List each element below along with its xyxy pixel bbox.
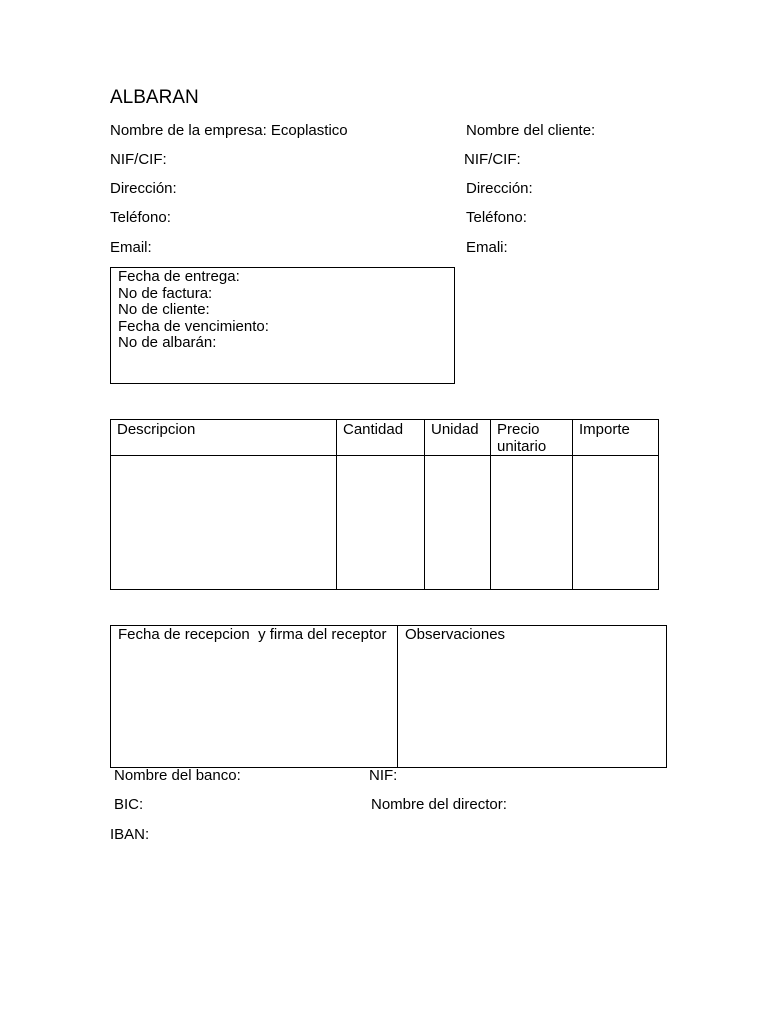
description-cell (111, 456, 337, 590)
client-address-label: Dirección: (466, 180, 533, 197)
col-header-quantity: Cantidad (337, 420, 425, 456)
col-header-description: Descripcion (111, 420, 337, 456)
client-name-label: Nombre del cliente: (466, 122, 596, 139)
client-phone-label: Teléfono: (466, 209, 527, 226)
items-table (110, 419, 659, 590)
iban-label: IBAN: (110, 826, 150, 843)
client-nif-label: NIF/CIF: (464, 151, 521, 168)
delivery-date-label: Fecha de entrega: (118, 268, 240, 285)
delivery-note-number-label: No de albarán: (118, 334, 217, 352)
quantity-cell (337, 456, 425, 590)
bank-name-label: Nombre del banco: (114, 767, 241, 784)
unit-price-cell (491, 456, 573, 590)
col-header-unit-price: Precio unitario (491, 420, 573, 456)
observations-cell: Observaciones (398, 626, 667, 768)
bic-label: BIC: (114, 796, 144, 813)
company-name-label: Nombre de la empresa: Ecoplastico (110, 122, 348, 139)
reception-signature-cell: Fecha de recepcion y firma del receptor (111, 626, 398, 768)
document-title: ALBARAN (110, 87, 199, 108)
company-phone-label: Teléfono: (110, 209, 171, 226)
company-address-label: Dirección: (110, 180, 177, 197)
unit-cell (425, 456, 491, 590)
client-email-label: Emali: (466, 239, 508, 256)
bank-nif-label: NIF: (369, 767, 398, 784)
delivery-info-box (110, 267, 455, 384)
items-header-row (111, 420, 659, 456)
director-name-label: Nombre del director: (371, 796, 507, 813)
col-header-unit: Unidad (425, 420, 491, 456)
invoice-number-label: No de factura: (118, 284, 213, 302)
amount-cell (573, 456, 659, 590)
company-nif-label: NIF/CIF: (110, 151, 167, 168)
reception-table (110, 625, 667, 768)
client-number-label: No de cliente: (118, 301, 210, 319)
col-header-amount: Importe (573, 420, 659, 456)
due-date-label: Fecha de vencimiento: (118, 317, 269, 335)
items-body-row (111, 456, 659, 590)
company-email-label: Email: (110, 239, 152, 256)
